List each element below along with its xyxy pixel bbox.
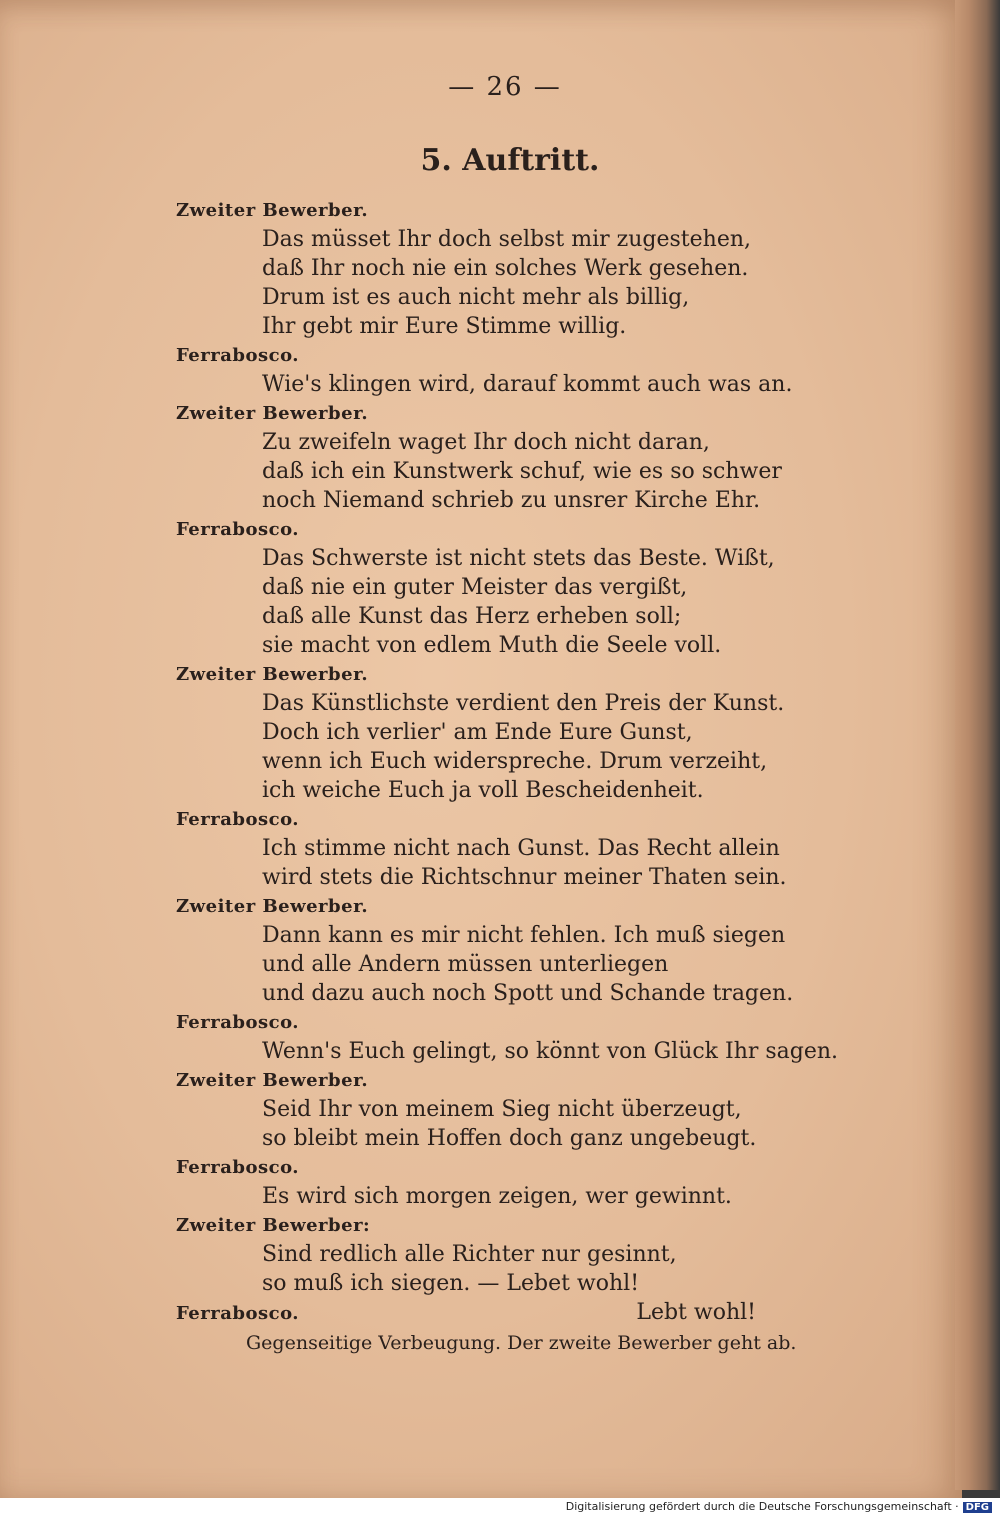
verse-line: wenn ich Euch widerspreche. Drum verzeiht, [262, 749, 768, 774]
dialogue-turn [176, 1009, 839, 1066]
verse-line: Das Künstlichste verdient den Preis der Kunst. [262, 691, 785, 716]
verse-line: so muß ich siegen. — Lebet wohl! [262, 1271, 640, 1296]
speaker-name: Ferrabosco. [176, 1012, 300, 1033]
verse-line: daß alle Kunst das Herz erheben soll; [262, 604, 682, 629]
verse-line: Seid Ihr von meinem Sieg nicht überzeugt, [262, 1097, 742, 1122]
footer-bar [0, 1498, 1000, 1517]
verse-line: Drum ist es auch nicht mehr als billig, [262, 285, 690, 310]
verse-line: Lebt wohl! [636, 1300, 756, 1325]
verse-line: Doch ich verlier' am Ende Eure Gunst, [262, 720, 693, 745]
dialogue-turn [176, 516, 816, 660]
dialogue-turn [176, 806, 816, 892]
speaker-name: Ferrabosco. [176, 1303, 300, 1324]
speaker-name: Ferrabosco. [176, 519, 300, 540]
verse-line: Wenn's Euch gelingt, so könnt von Glück Ihr sagen. [262, 1039, 839, 1064]
dialogue-turn [176, 400, 816, 515]
verse-line: Ich stimme nicht nach Gunst. Das Recht allein [262, 836, 780, 861]
final-exchange [176, 1298, 816, 1328]
speaker-name: Zweiter Bewerber. [176, 403, 369, 424]
dfg-logo-icon: DFG [963, 1502, 992, 1513]
speaker-name: Zweiter Bewerber: [176, 1215, 371, 1236]
verse-line: ich weiche Euch ja voll Bescheidenheit. [262, 778, 704, 803]
dialogue-turn [176, 197, 816, 341]
verse-line: wird stets die Richtschnur meiner Thaten sein. [262, 865, 787, 890]
stage-direction: Gegenseitige Verbeugung. Der zweite Bewerber geht ab. [246, 1332, 797, 1354]
verse-line: Wie's klingen wird, darauf kommt auch was an. [262, 372, 793, 397]
dialogue-turn [176, 1154, 816, 1211]
dialogue-turn [176, 893, 816, 1008]
speaker-name: Zweiter Bewerber. [176, 896, 369, 917]
verse-line: Sind redlich alle Richter nur gesinnt, [262, 1242, 677, 1267]
verse-line: sie macht von edlem Muth die Seele voll. [262, 633, 722, 658]
speaker-name: Zweiter Bewerber. [176, 1070, 369, 1091]
speaker-name: Ferrabosco. [176, 1157, 300, 1178]
dialogue-turn [176, 661, 816, 805]
verse-line: und alle Andern müssen unterliegen [262, 952, 669, 977]
verse-line: noch Niemand schrieb zu unsrer Kirche Ehr. [262, 488, 761, 513]
verse-line: daß Ihr noch nie ein solches Werk gesehen. [262, 256, 749, 281]
dialogue-turn [176, 342, 816, 399]
verse-line: Ihr gebt mir Eure Stimme willig. [262, 314, 627, 339]
verse-line: so bleibt mein Hoffen doch ganz ungebeugt. [262, 1126, 757, 1151]
verse-line: und dazu auch noch Spott und Schande tragen. [262, 981, 794, 1006]
verse-line: daß ich ein Kunstwerk schuf, wie es so schwer [262, 459, 782, 484]
speaker-name: Ferrabosco. [176, 809, 300, 830]
verse-line: daß nie ein guter Meister das vergißt, [262, 575, 688, 600]
verse-line: Dann kann es mir nicht fehlen. Ich muß siegen [262, 923, 786, 948]
verse-line: Das Schwerste ist nicht stets das Beste. Wißt, [262, 546, 775, 571]
speaker-name: Zweiter Bewerber. [176, 664, 369, 685]
speaker-name: Zweiter Bewerber. [176, 200, 369, 221]
dialogue-body [176, 196, 839, 1358]
speaker-name: Ferrabosco. [176, 345, 300, 366]
dialogue-turn [176, 1067, 816, 1153]
verse-line: Es wird sich morgen zeigen, wer gewinnt. [262, 1184, 732, 1209]
scene-title: 5. Auftritt. [420, 143, 600, 178]
verse-line: Zu zweifeln waget Ihr doch nicht daran, [262, 430, 710, 455]
verse-line: Das müsset Ihr doch selbst mir zugestehen, [262, 227, 752, 252]
credit-text: Digitalisierung gefördert durch die Deutsche Forschungsgemeinschaft · [565, 1500, 959, 1513]
page-number: — 26 — [448, 72, 562, 102]
dialogue-turn [176, 1212, 816, 1298]
page-edge-shadow [955, 0, 1000, 1490]
funding-credit [566, 1500, 992, 1513]
